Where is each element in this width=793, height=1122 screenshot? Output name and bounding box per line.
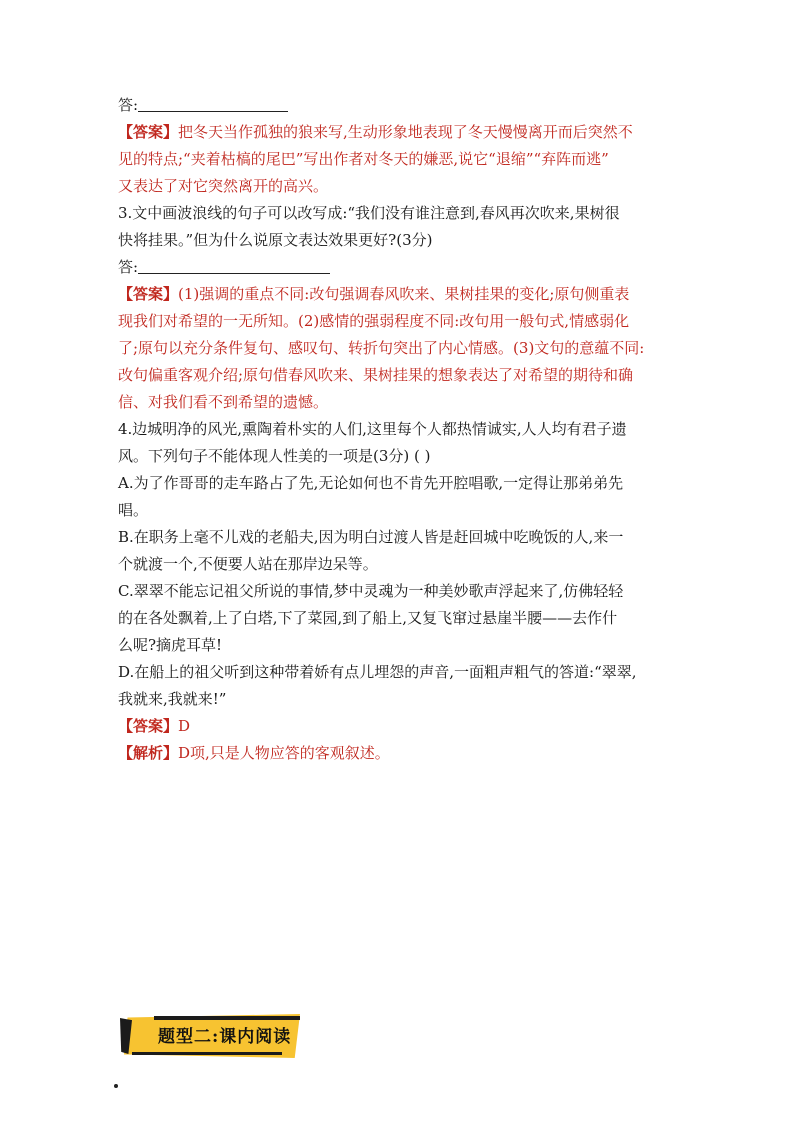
answer-value: D <box>178 717 191 735</box>
answer-line: 又表达了对它突然离开的高兴。 <box>118 177 329 195</box>
answer-tag: 【答案】 <box>118 285 179 303</box>
answer-blank[interactable] <box>138 95 288 112</box>
q4-option-c[interactable] <box>118 578 678 659</box>
answer-line: 了;原句以充分条件复句、感叹句、转折句突出了内心情感。(3)文句的意蕴不同: <box>118 339 645 357</box>
q4-question <box>118 416 678 470</box>
question-line: 4.边城明净的风光,熏陶着朴实的人们,这里每个人都热情诚实,人人均有君子遗 <box>118 420 627 438</box>
q4-option-b[interactable] <box>118 524 678 578</box>
option-line: 的在各处飘着,上了白塔,下了菜园,到了船上,又复飞窜过悬崖半腰——去作什 <box>118 609 618 627</box>
decorative-dot <box>114 1084 118 1088</box>
answer-prefix: 答: <box>118 258 139 276</box>
answer-line: 见的特点;“夹着枯槁的尾巴”写出作者对冬天的嫌恶,说它“退缩”“弃阵而逃” <box>118 150 609 168</box>
answer-tag: 【答案】 <box>118 123 179 141</box>
q4-option-d[interactable] <box>118 659 678 713</box>
option-line: C.翠翠不能忘记祖父所说的事情,梦中灵魂为一种美妙歌声浮起来了,仿佛轻轻 <box>118 582 624 600</box>
option-line: 唱。 <box>118 501 149 519</box>
question-line: 3.文中画波浪线的句子可以改写成:“我们没有谁注意到,春风再次吹来,果树很 <box>118 204 620 222</box>
question-line: 快将挂果。”但为什么说原文表达效果更好?(3分) <box>118 231 433 249</box>
answer-tag: 【答案】 <box>118 717 179 735</box>
answer-prefix: 答: <box>118 96 139 114</box>
question-line: 风。下列句子不能体现人性美的一项是(3分) ( ) <box>118 447 431 465</box>
answer-line: 把冬天当作孤独的狼来写,生动形象地表现了冬天慢慢离开而后突然不 <box>178 123 633 141</box>
q3-question <box>118 200 678 254</box>
answer-blank[interactable] <box>138 257 330 274</box>
option-line: D.在船上的祖父听到这种带着娇有点儿埋怨的声音,一面粗声粗气的答道:“翠翠, <box>118 663 637 681</box>
option-line: 个就渡一个,不便要人站在那岸边呆等。 <box>118 555 378 573</box>
document-body <box>118 92 678 767</box>
q4-analysis <box>118 740 678 767</box>
answer-line: (1)强调的重点不同:改句强调春风吹来、果树挂果的变化;原句侧重表 <box>178 285 630 303</box>
q4-answer <box>118 713 678 740</box>
q3-answer <box>118 281 678 416</box>
answer-line: 现我们对希望的一无所知。(2)感情的强弱程度不同:改句用一般句式,情感弱化 <box>118 312 630 330</box>
section-title: 题型二:课内阅读 <box>158 1027 292 1047</box>
option-line: A.为了作哥哥的走车路占了先,无论如何也不肯先开腔唱歌,一定得让那弟弟先 <box>118 474 624 492</box>
analysis-tag: 【解析】 <box>118 744 179 762</box>
answer-line: 改句偏重客观介绍;原句借春风吹来、果树挂果的想象表达了对希望的期待和确 <box>118 366 634 384</box>
analysis-value: D项,只是人物应答的客观叙述。 <box>178 744 390 762</box>
banner-stripe-top <box>154 1016 300 1020</box>
q4-option-a[interactable] <box>118 470 678 524</box>
q2-answer-blank-line <box>118 92 678 119</box>
option-line: B.在职务上毫不儿戏的老船夫,因为明白过渡人皆是赶回城中吃晚饭的人,来一 <box>118 528 624 546</box>
option-line: 我就来,我就来!” <box>118 690 227 708</box>
q3-answer-blank-line <box>118 254 678 281</box>
q2-answer <box>118 119 678 200</box>
option-line: 么呢?摘虎耳草! <box>118 636 223 654</box>
section-banner <box>124 1014 300 1058</box>
answer-line: 信、对我们看不到希望的遗憾。 <box>118 393 329 411</box>
banner-stripe-bottom <box>132 1052 282 1055</box>
